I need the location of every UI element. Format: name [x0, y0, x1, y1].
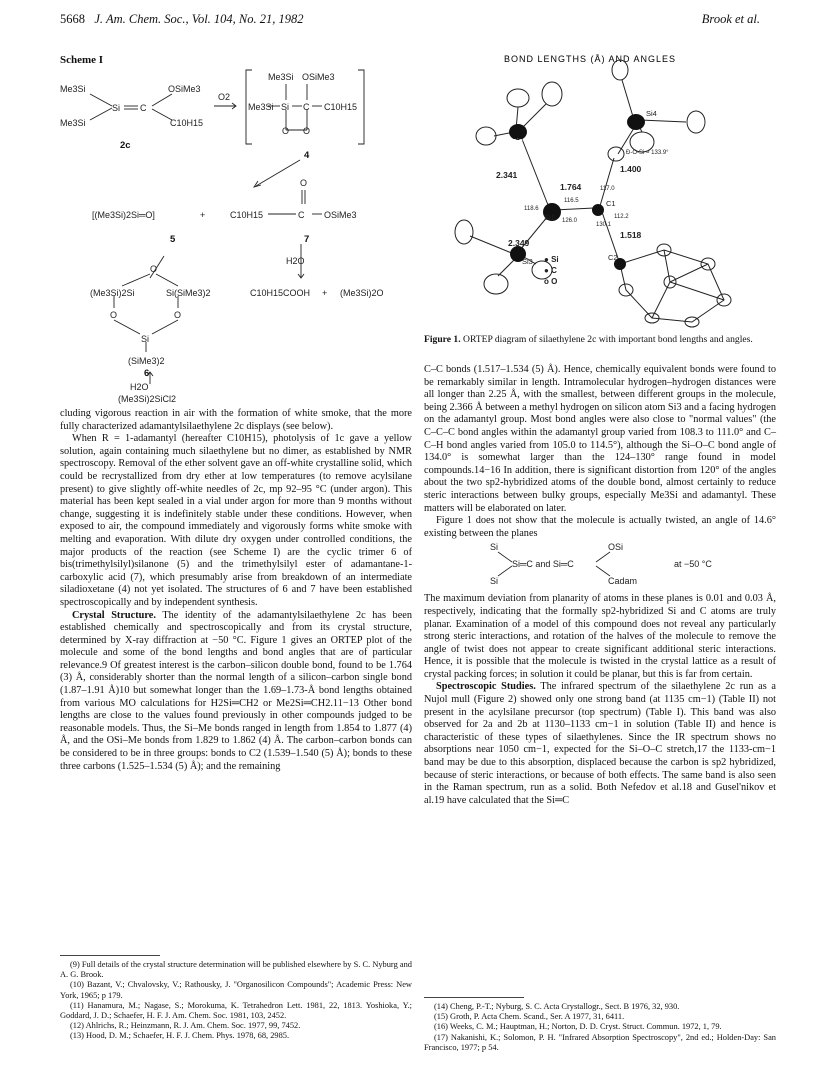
label-c1: C1: [606, 199, 616, 208]
label-si4: Si4: [646, 109, 657, 118]
spectro-heading: Spectroscopic Studies.: [436, 681, 536, 693]
bond-1400: 1.400: [620, 164, 642, 174]
angle-1122: 112.2: [614, 214, 629, 220]
left-footnotes: [60, 960, 412, 1042]
bond-1518: 1.518: [620, 230, 642, 240]
footnote-17: (17) Nakanishi, K.; Solomon, P. H. "Infrared Absorption Spectroscopy", 2nd ed.; Holden-Day: San Francisco, 1977; p 54.: [424, 1032, 776, 1052]
angle-1301: 130.1: [596, 222, 612, 228]
scheme-plus2: +: [322, 288, 328, 298]
planes-diagram: [424, 540, 776, 588]
journal-name: J. Am. Chem. Soc.,: [94, 12, 189, 26]
scheme4-c10h15: C10H15: [324, 102, 358, 112]
spectro-text: The infrared spectrum of the silaethylene 2c run as a Nujol mull (Figure 2) showed only one strong band (at 1135 cm−1) (Table II) not present in the acylsilane precursor (top spectrum) (Table I). This band was also observed for 2a and 2b at 1130–1133 cm−1 in solution (Table II) and hence is characteristic of these types of silaethylenes. Since the IR spectrum shows no absorptions near 1050 cm−1, expected for the Si–O–C stretch,17 the 1133-cm−1 band may be due to this absorption, displaced because the carbon is sp2 hybridized, because of steric interactions, or because of both effects. The same band is also seen in the Raman spectrum, run as a solid. Both Nefedov et al.18 and Gusel'nikov et al.19 have calculated that the Si═C: [424, 681, 776, 806]
legend-si: ● Si: [544, 255, 559, 264]
right-para-1: C–C bonds (1.517–1.534 (5) Å). Hence, chemically equivalent bonds were found to be remarkably similar in length. Intramolecular hydrogen–hydrogen distances were all longer than 2.25 Å, with the smallest, between different groups in the molecule, being 2.366 Å between a methyl hydrogen on silicon atom Si3 and a facing hydrogen on the adamantyl group. Most bond angles were also close to "normal values" (the C–C–C bond angles within the adamantyl group varied from 108.3 to 111.0° and C–C–H bond angles varied from 105.0 to 114.5°), although the Si–O–C bond angle of 134.0° is somewhat larger than the 124–130° range found in model compounds.14−16 In addition, there is significant distortion from 120° of the angles about the two sp2-hybridized atoms of the double bond, almost certainly to reduce steric interactions between bulky groups, especially Me3Si and adamantyl. These matters will be elaborated on later.: [424, 364, 777, 514]
figure-title: BOND LENGTHS (Å) AND ANGLES: [504, 54, 677, 64]
label-4: 4: [304, 150, 310, 161]
reagent-h2o-2: H2O: [130, 382, 149, 392]
scheme-me3si-b: Me3Si: [60, 118, 86, 128]
angle-1260: 126.0: [562, 218, 578, 224]
scheme-me3si-a: Me3Si: [60, 84, 86, 94]
scheme4-c: C: [303, 102, 310, 112]
scheme-plus: +: [200, 210, 206, 220]
scheme-trimer-l: (Me3Si)2Si: [90, 288, 135, 298]
volume-issue: Vol. 104, No. 21, 1982: [191, 12, 304, 26]
bond-2341: 2.341: [496, 170, 518, 180]
crystal-text: The identity of the adamantylsilaethylene 2c has been established chemically and spectroscopically and from its crystal structure, determined by X-ray diffraction at −50 °C. Figure 1 gives an ORTEP plot of the molecule and some of the bond lengths and bond angles that are of particular relevance.9 Of greatest interest is the carbon–silicon double bond, found to be 1.764 (3) Å, considerably shorter than the normal length of a silicon–carbon single bond (1.87–1.91 Å)10 but somewhat longer than the 1.69–1.73-Å bond lengths obtained from various MO calculations for H2Si═CH2 or Me2Si═CH2.11−13 Other bond lengths are close to the values found previously in other compounds judged to be reasonable models. Thus, the Si–Me bonds ranged in length from 1.854 to 1.877 (4) Å, and the OSi–Me bonds from 1.829 to 1.862 (4) Å. The carbon–carbon bonds can be considered to be in three groups: bonds to C2 (1.539–1.540 (5) Å); bonds to these three carbons (1.525–1.534 (5) Å); and the remaining: [60, 609, 412, 772]
scheme-dichloride: (Me3Si)2SiCl2: [118, 394, 177, 404]
bond-1764: 1.764: [560, 182, 582, 192]
scheme4-o1: O: [282, 126, 290, 136]
scheme-trimer-r: Si(SiMe3)2: [166, 288, 211, 298]
footnote-11: (11) Hanamura, M.; Nagase, S.; Morokuma, K. Tetrahedron Lett. 1981, 22, 1813. Yoshioka, Y.; Goddard, J. D.; Schaefer, H. F. J. Am. Chem. Soc. 1981, 103, 2452.: [60, 1000, 412, 1021]
footnote-15: (15) Groth, P. Acta Chem. Scand., Ser. A 1977, 31, 6411.: [434, 1012, 625, 1022]
left-column: [60, 408, 412, 773]
scheme-title: Scheme I: [60, 54, 104, 66]
label-si2: Si2: [512, 137, 523, 146]
scheme-ester-os: OSiMe3: [324, 210, 357, 220]
scheme4-si: Si: [281, 102, 290, 112]
ortep-figure: [424, 50, 776, 328]
crystal-structure-para: [60, 610, 412, 774]
left-para-2: When R = 1-adamantyl (hereafter C10H15), photolysis of 1c gave a yellow solution, again containing much silaethylene but no dimer, as established by NMR spectroscopy. Removal of the ether solvent gave an off-white crystalline solid, which could be recrystallized from dry ether at low temperatures (to remove acylsilane present) to give slightly off-white needles of 2c, mp 92–95 °C (under argon). This material has been kept sealed in a vial under argon for more than 9 months without change, suggesting it is indefinitely stable under these conditions. However, when exposed to air, the compound immediately and vigorously forms white smoke with melting and evaporation. With dilute dry oxygen under controlled conditions, the major products of the reaction (see Scheme I) are the cyclic trimer 6 of bis(trimethylsilyl)silanone (5) and the trimethylsilyl ester of adamantane-1-carboxylic acid (7), which presumably arise from breakdown of an intermediate siladioxetane (4) not yet isolated. The structures of 6 and 7 have been established spectroscopically and by independent synthesis.: [60, 433, 412, 608]
angle-siosi: Ð-O-Si = 133.9°: [626, 150, 669, 156]
left-para-1: cluding vigorous reaction in air with the formation of white smoke, that the more fully characterized adamantylsilaethylene 2c displays (see below).: [60, 408, 412, 432]
scheme-c10h15-2c: C10H15: [170, 118, 204, 128]
scheme-acid: C10H15COOH: [250, 288, 311, 298]
label-c2: C2: [608, 253, 618, 262]
angle-1165: 116.5: [564, 198, 579, 204]
scheme-si-2c: Si: [112, 103, 121, 113]
scheme-ester-c: C: [298, 210, 305, 220]
footnote-9: (9) Full details of the crystal structure determination will be published elsewhere by S. C. Nyburg and A. G. Brook.: [60, 960, 412, 980]
footnote-10: (10) Bazant, V.; Chvalovsky, V.; Rathousky, J. "Organosilicon Compounds"; Academic Press: New York, 1965; p 179.: [60, 980, 412, 1000]
scheme-ester-r: C10H15: [230, 210, 264, 220]
page-number: 5668: [60, 12, 85, 26]
planes-conj: Si═C and Si═C: [512, 559, 574, 570]
planes-si-bottom: Si: [490, 576, 499, 587]
label-5: 5: [170, 234, 176, 245]
right-para-3: The maximum deviation from planarity of atoms in these planes is 0.01 and 0.03 Å, respectively, indicating that the formally sp2-hybridized Si and C atoms are truly planar. Examination of a model of this compound does not reveal any particularly strong steric interactions, and rotation of the halves of the molecule to remove the angle of twist does not appear to create significant additional steric interactions. Hence, it is possible that the molecule is twisted in the crystal lattice as a result of crystal packing forces; in solution it could be planar, but this is far from certain.: [424, 593, 776, 680]
scheme4-osime3: OSiMe3: [302, 72, 335, 82]
scheme6-si-bottom: Si: [141, 334, 150, 344]
header-left: [60, 12, 304, 27]
scheme-c-2c: C: [140, 103, 147, 113]
reagent-h2o-1: H2O: [286, 256, 305, 266]
right-column: [424, 364, 776, 807]
planes-si-top: Si: [490, 542, 499, 553]
footnote-12: (12) Ahlrichs, R.; Heinzmann, R. J. Am. Chem. Soc. 1977, 99, 7452.: [70, 1021, 301, 1031]
caption-label: Figure 1.: [424, 334, 461, 345]
reagent-o2: O2: [218, 92, 231, 102]
label-7: 7: [304, 234, 310, 245]
label-si3: Si3: [522, 257, 533, 266]
legend-c: ● C: [544, 266, 557, 275]
scheme-disiloxane: (Me3Si)2O: [340, 288, 384, 298]
footnote-rule-right: [424, 997, 524, 998]
scheme6-o-top: O: [150, 264, 158, 274]
footnote-13: (13) Hood, D. M.; Schaefer, H. F. J. Chem. Phys. 1978, 68, 2985.: [70, 1031, 290, 1041]
running-header: [60, 12, 760, 32]
right-footnotes: [424, 1002, 776, 1053]
scheme-diagram: [60, 64, 412, 404]
scheme7-o: O: [300, 178, 308, 188]
scheme6-o-right: O: [174, 310, 182, 320]
scheme-silanone: [(Me3Si)2Si═O]: [92, 210, 155, 220]
scheme4-o2: O: [303, 126, 311, 136]
scheme4-me3si-left: Me3Si: [248, 102, 274, 112]
label-6: 6: [144, 368, 150, 379]
angle-1186: 118.6: [524, 206, 539, 212]
planes-temp: at −50 °C: [674, 559, 712, 570]
footnote-rule-left: [60, 955, 160, 956]
spectroscopic-para: [424, 681, 776, 807]
scheme-trimer-b: (SiMe3)2: [128, 356, 165, 366]
label-2c: 2c: [120, 140, 131, 151]
figure-caption: [424, 334, 776, 346]
header-authors: Brook et al.: [701, 12, 760, 26]
crystal-heading: Crystal Structure.: [72, 609, 156, 621]
scheme4-me3si: Me3Si: [268, 72, 294, 82]
atom-c1: [592, 204, 604, 216]
footnote-16: (16) Weeks, C. M.; Hauptman, H.; Norton, D. D. Cryst. Struct. Commun. 1972, 1, 79.: [434, 1022, 722, 1032]
planes-osi: OSi: [608, 542, 624, 553]
caption-text: ORTEP diagram of silaethylene 2c with important bond lengths and angles.: [463, 334, 753, 345]
atom-si4: [627, 114, 645, 130]
angle-1170: 117.0: [600, 186, 615, 192]
planes-cadam: Cadam: [608, 576, 638, 587]
scheme6-o-left: O: [110, 310, 118, 320]
right-para-2: Figure 1 does not show that the molecule is actually twisted, an angle of 14.6° existing between the planes: [424, 515, 776, 539]
footnote-14: (14) Cheng, P.-T.; Nyburg, S. C. Acta Crystallogr., Sect. B 1976, 32, 930.: [434, 1002, 680, 1011]
scheme-osime3-a: OSiMe3: [168, 84, 201, 94]
label-si1: Si1: [544, 213, 555, 222]
bond-2349: 2.349: [508, 238, 530, 248]
legend-o: o O: [544, 277, 558, 286]
